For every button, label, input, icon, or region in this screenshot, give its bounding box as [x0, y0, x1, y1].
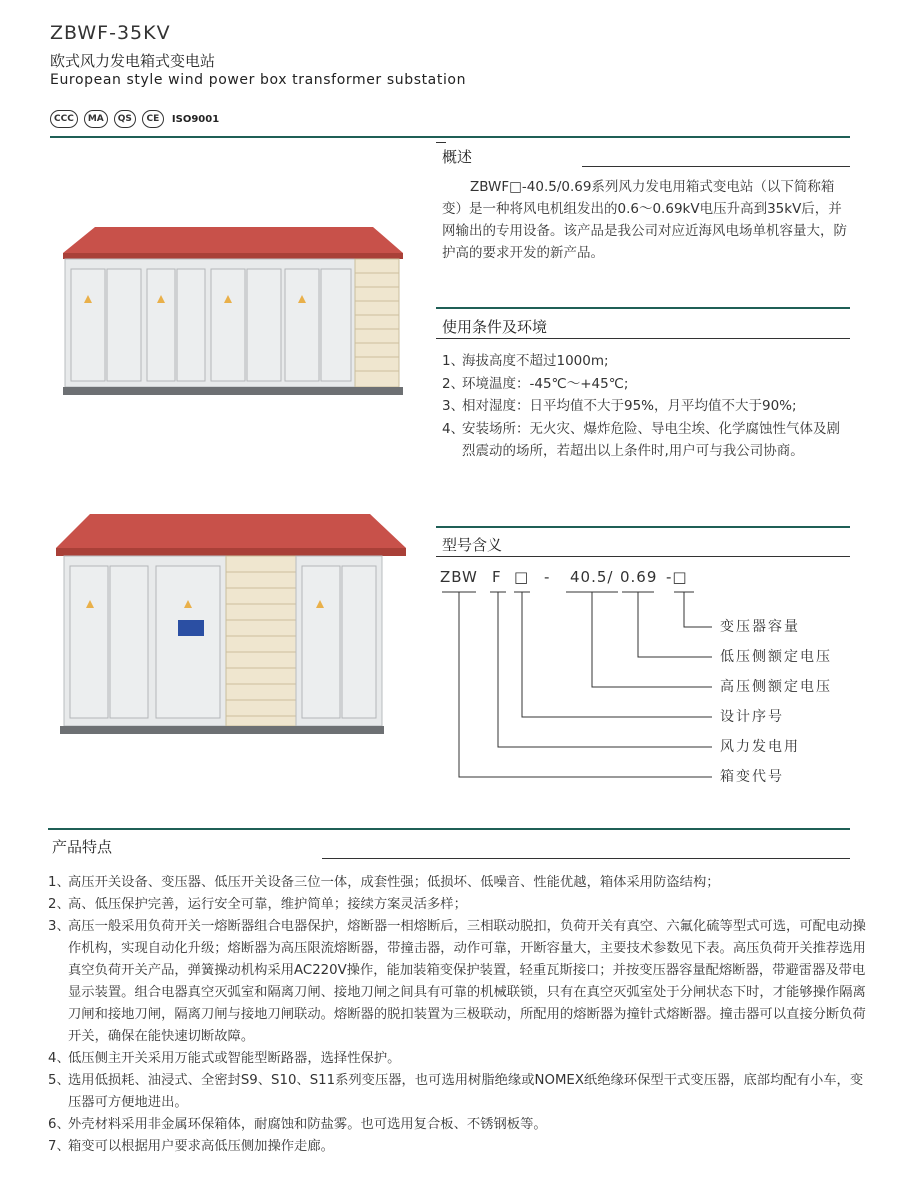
ce-cert-icon: CE	[142, 110, 164, 128]
label-box-code: 箱变代号	[720, 769, 784, 785]
list-item: 2、 环境温度：-45℃～+45℃;	[442, 375, 629, 392]
overview-rule	[582, 166, 850, 167]
label-hv-voltage: 高压侧额定电压	[720, 679, 832, 695]
product-title-cn: 欧式风力发电箱式变电站	[50, 52, 216, 70]
list-item: 3、 高压一般采用负荷开关一熔断器组合电器保护，熔断器一相熔断后，三相联动脱扣，负荷开关有真空、六氟化硫等型式可选，可配电动操作机构，实现自动化升级；熔断器为高压限流熔断器，带撞击器，动作可靠，开断容量大，主要技术参数见下表。高压负荷开关推荐选用真空负荷开关产品，弹簧操动机构采用AC220V操作，能加装箱变保护装置，轻重瓦斯接口；并按变压器容量配熔断器，带避雷器及带电显示装置。组合电器真空灭弧室和隔离刀闸、接地刀闸之间具有可靠的机械联锁，只有在真空灭弧室处于分闸状态下时，才能够操作隔离刀闸和接地刀闸，隔离刀闸与接地刀闸联动。熔断器的脱扣装置为三极联动，所配用的熔断器为撞针式熔断器。撞击器可以直接分断负荷开关，确保在能快速切断故障。	[48, 919, 866, 1044]
model-rule	[436, 556, 850, 557]
list-item: 5、 选用低损耗、油浸式、全密封S9、S10、S11系列变压器，也可选用树脂绝缘或NOMEX纸绝缘环保型干式变压器，底部均配有小车，变压器可方便地进出。	[48, 1073, 864, 1110]
product-title-en: European style wind power box transformer substation	[50, 72, 467, 88]
features-heading: 产品特点	[52, 838, 113, 856]
nameplate	[178, 620, 204, 636]
features-list	[48, 872, 868, 1158]
list-item: 4、 低压侧主开关采用万能式或智能型断路器，选择性保护。	[48, 1051, 401, 1066]
code-lv: 0.69	[620, 568, 658, 586]
overview-text: ZBWF□-40.5/0.69系列风力发电用箱式变电站（以下简称箱变）是一种将风电机组发出的0.6～0.69kV电压升高到35kV后，并网输出的专用设备。该产品是我公司对应近海风电场单机容量大，防护高的要求开发的新产品。	[442, 179, 847, 261]
roof	[63, 227, 403, 253]
code-box: □	[514, 568, 530, 586]
conditions-heading: 使用条件及环境	[442, 318, 548, 336]
substation-photo-2	[50, 510, 410, 740]
ma-cert-icon: MA	[84, 110, 108, 128]
roof	[56, 514, 406, 548]
features-top-rule	[48, 828, 850, 830]
list-item: 1、 高压开关设备、变压器、低压开关设备三位一体，成套性强；低损坏、低噪音、性能优越，箱体采用防盗结构；	[48, 875, 720, 890]
conditions-top-rule	[436, 307, 850, 309]
model-heading: 型号含义	[442, 536, 503, 554]
list-item: 2、 高、低压保护完善，运行安全可靠，维护简单；接续方案灵活多样；	[48, 897, 467, 912]
iso-cert-label: ISO9001	[171, 113, 220, 125]
list-item: 6、 外壳材料采用非金属环保箱体，耐腐蚀和防盐雾。也可选用复合板、不锈钢板等。	[48, 1117, 547, 1132]
list-item: 1、 海拔高度不超过1000m;	[442, 353, 609, 369]
list-item: 7、 箱变可以根据用户要求高低压侧加操作走廊。	[48, 1139, 334, 1154]
label-design-no: 设计序号	[720, 709, 784, 725]
code-f: F	[492, 568, 502, 586]
qs-cert-icon: QS	[114, 110, 136, 128]
product-model: ZBWF-35KV	[50, 22, 171, 44]
base	[60, 726, 384, 734]
model-code-diagram	[440, 590, 740, 790]
roof-edge	[63, 253, 403, 259]
list-item: 4、 安装场所：无火灾、爆炸危险、导电尘埃、化学腐蚀性气体及剧烈震动的场所，若超出以上条件时,用户可与我公司协商。	[442, 420, 840, 459]
ccc-cert-icon: CCC	[50, 110, 78, 128]
brick-side	[355, 259, 399, 387]
roof-edge	[56, 548, 406, 556]
label-lv-voltage: 低压侧额定电压	[720, 649, 832, 665]
conditions-rule	[436, 338, 850, 339]
label-wind-power: 风力发电用	[720, 739, 800, 755]
label-capacity: 变压器容量	[720, 619, 800, 635]
conditions-list	[442, 350, 852, 463]
features-rule	[322, 858, 850, 859]
model-top-rule	[436, 526, 850, 528]
code-capacity: -□	[666, 568, 688, 586]
substation-photo-1	[55, 215, 405, 400]
code-zbw: ZBW	[440, 568, 478, 586]
list-item: 3、 相对湿度：日平均值不大于95%，月平均值不大于90%;	[442, 398, 797, 414]
certification-badges	[50, 108, 219, 130]
base	[63, 387, 403, 395]
overview-heading: 概述	[442, 148, 473, 166]
code-dash: -	[544, 568, 551, 586]
header-rule	[50, 136, 850, 138]
code-hv: 40.5/	[570, 568, 614, 586]
